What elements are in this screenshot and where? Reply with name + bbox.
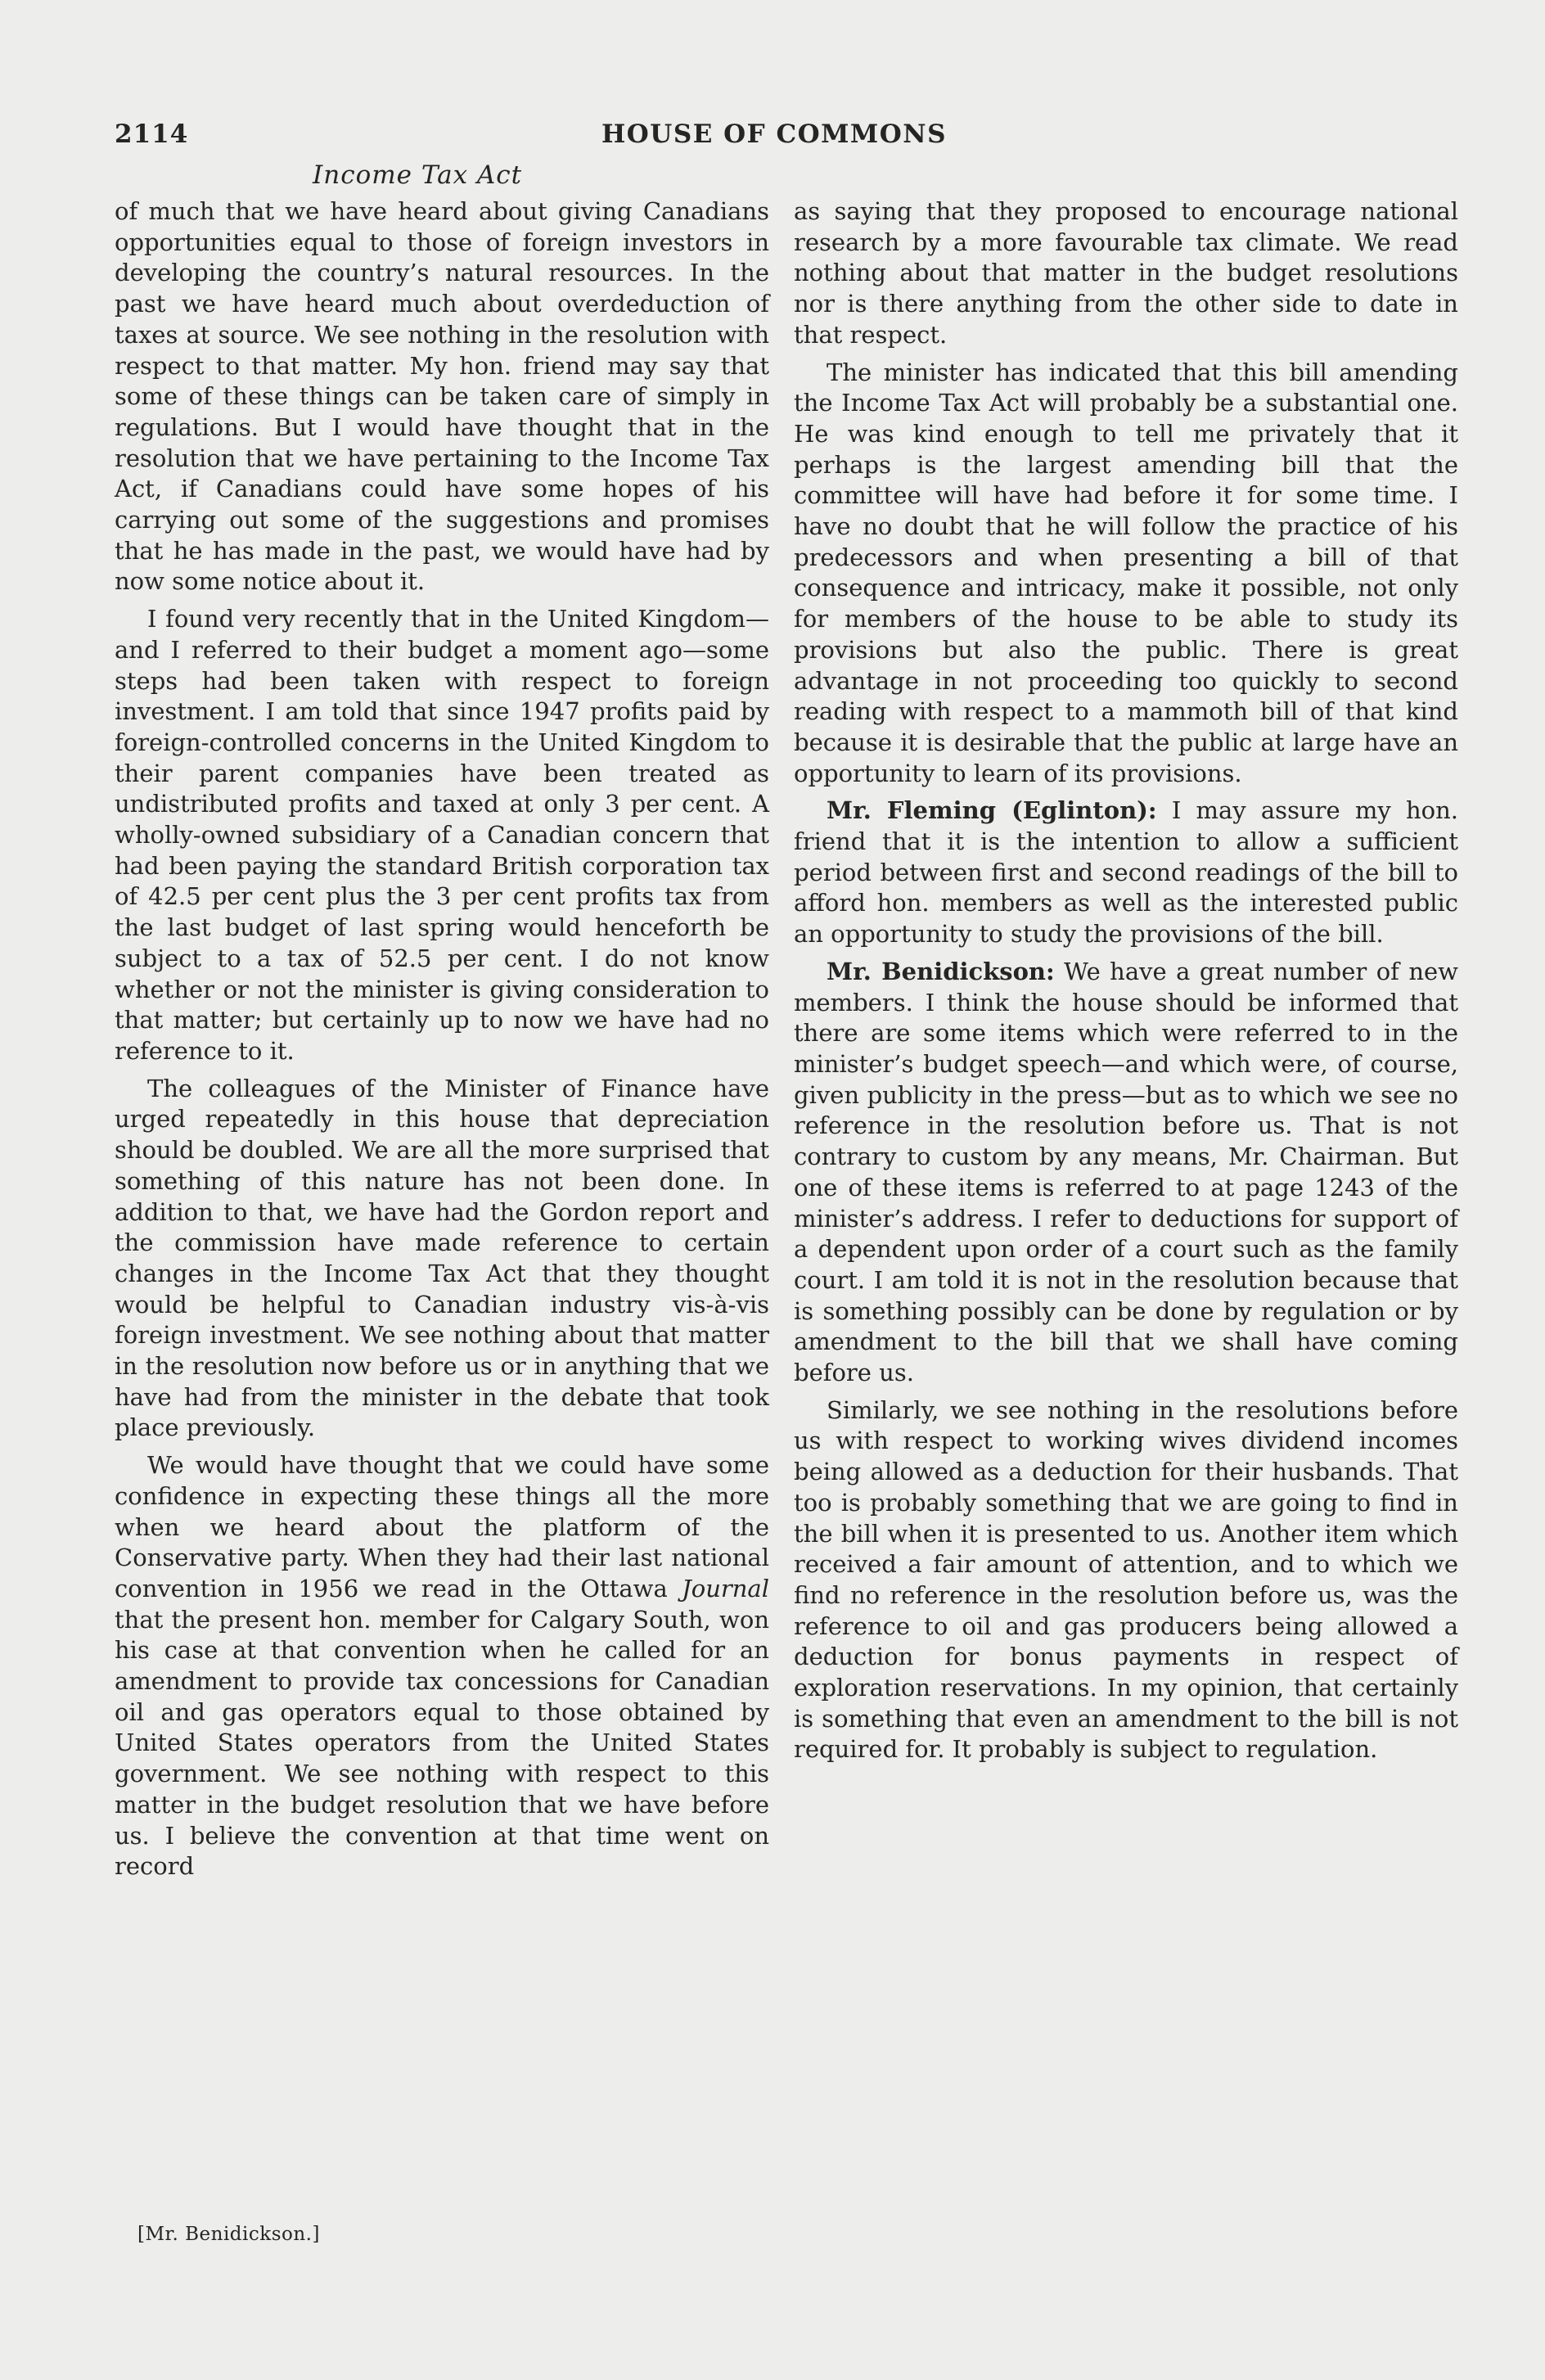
speaker-name: Mr. Benidickson: [827, 957, 1055, 985]
left-column [115, 196, 769, 1889]
paragraph: Similarly, we see nothing in the resolutions before us with respect to working wives dividend incomes being allowed as a deduction for their husbands. That too is probably something that we are going to find in the bill when it is presented to us. Another item which received a fair amount of attention, and to which we find no reference in the resolution before us, was the reference to oil and gas producers being allowed a deduction for bonus payments in respect of exploration reservations. In my opinion, that certainly is something that even an amendment to the bill is not required for. It probably is subject to regulation. [794, 1395, 1458, 1764]
paragraph-text: that the present hon. member for Calgary South, won his case at that convention when he called for an amendment to provide tax concessions for Canadian oil and gas operators equal to those obtained by United States operators from the United States government. We see nothing with respect to this matter in the budget resolution that we have before us. I believe the convention at that time went on record [115, 1605, 769, 1881]
section-title: Income Tax Act [313, 160, 523, 190]
running-head: HOUSE OF COMMONS [601, 119, 947, 149]
footer-speaker-note: [Mr. Benidickson.] [137, 2224, 320, 2245]
publication-title: Journal [682, 1574, 769, 1602]
speaker-name: Mr. Fleming (Eglinton): [827, 796, 1157, 825]
paragraph: as saying that they proposed to encourage national research by a more favourable tax climate. We read nothing about that matter in the budget resolutions nor is there anything from the other side to date in that respect. [794, 197, 1458, 349]
right-column [794, 196, 1458, 1772]
paragraph-text: We have a great number of new members. I think the house should be informed that there are some items which were referred to in the minister’s budget speech—and which were, of course, given publicity in the press—but as to which we see no reference in the resolution before us. That is not contrary to custom by any means, Mr. Chairman. But one of these items is referred to at page 1243 of the minister’s address. I refer to deductions for support of a dependent upon order of a court such as the family court. I am told it is not in the resolution because that is something possibly can be done by regulation or by amendment to the bill that we shall have coming before us. [794, 957, 1458, 1387]
paragraph [794, 796, 1458, 950]
paragraph-text: We would have thought that we could have some confidence in expecting these things all the more when we heard about the platform of the Conservative party. When they had their last national convention in 1956 we read in the Ottawa [115, 1451, 769, 1602]
page-number: 2114 [115, 119, 189, 149]
paragraph: I found very recently that in the United Kingdom—and I referred to their budget a moment ago—some steps had been taken with respect to foreign investment. I am told that since 1947 profits paid by foreign-controlled concerns in the United Kingdom to their parent companies have been treated as undistributed profits and taxed at only 3 per cent. A wholly-owned subsidiary of a Canadian concern that had been paying the standard British corporation tax of 42.5 per cent plus the 3 per cent profits tax from the last budget of last spring would henceforth be subject to a tax of 52.5 per cent. I do not know whether or not the minister is giving consideration to that matter; but certainly up to now we have had no reference to it. [115, 605, 769, 1065]
paragraph-text: I may assure my hon. friend that it is the intention to allow a sufficient period between first and second readings of the bill to afford hon. members as well as the interested public an opportunity to study the provisions of the bill. [794, 796, 1458, 949]
paragraph: The minister has indicated that this bill amending the Income Tax Act will probably be a substantial one. He was kind enough to tell me privately that it perhaps is the largest amending bill that the committee will have had before it for some time. I have no doubt that he will follow the practice of his predecessors and when presenting a bill of that consequence and intricacy, make it possible, not only for members of the house to be able to study its provisions but also the public. There is great advantage in not proceeding too quickly to second reading with respect to a mammoth bill of that kind because it is desirable that the public at large have an opportunity to learn of its provisions. [794, 358, 1458, 787]
paragraph [115, 1450, 769, 1882]
paragraph: The colleagues of the Minister of Finance have urged repeatedly in this house that depreciation should be doubled. We are all the more surprised that something of this nature has not been done. In addition to that, we have had the Gordon report and the commission have made reference to certain changes in the Income Tax Act that they thought would be helpful to Canadian industry vis-à-vis foreign investment. We see nothing about that matter in the resolution now before us or in anything that we have had from the minister in the debate that took place previously. [115, 1074, 769, 1442]
paragraph: of much that we have heard about giving Canadians opportunities equal to those of foreign investors in developing the country’s natural resources. In the past we have heard much about overdeduction of taxes at source. We see nothing in the resolution with respect to that matter. My hon. friend may say that some of these things can be taken care of simply in regulations. But I would have thought that in the resolution that we have pertaining to the Income Tax Act, if Canadians could have some hopes of his carrying out some of the suggestions and promises that he has made in the past, we would have had by now some notice about it. [115, 197, 769, 596]
paragraph [794, 957, 1458, 1389]
